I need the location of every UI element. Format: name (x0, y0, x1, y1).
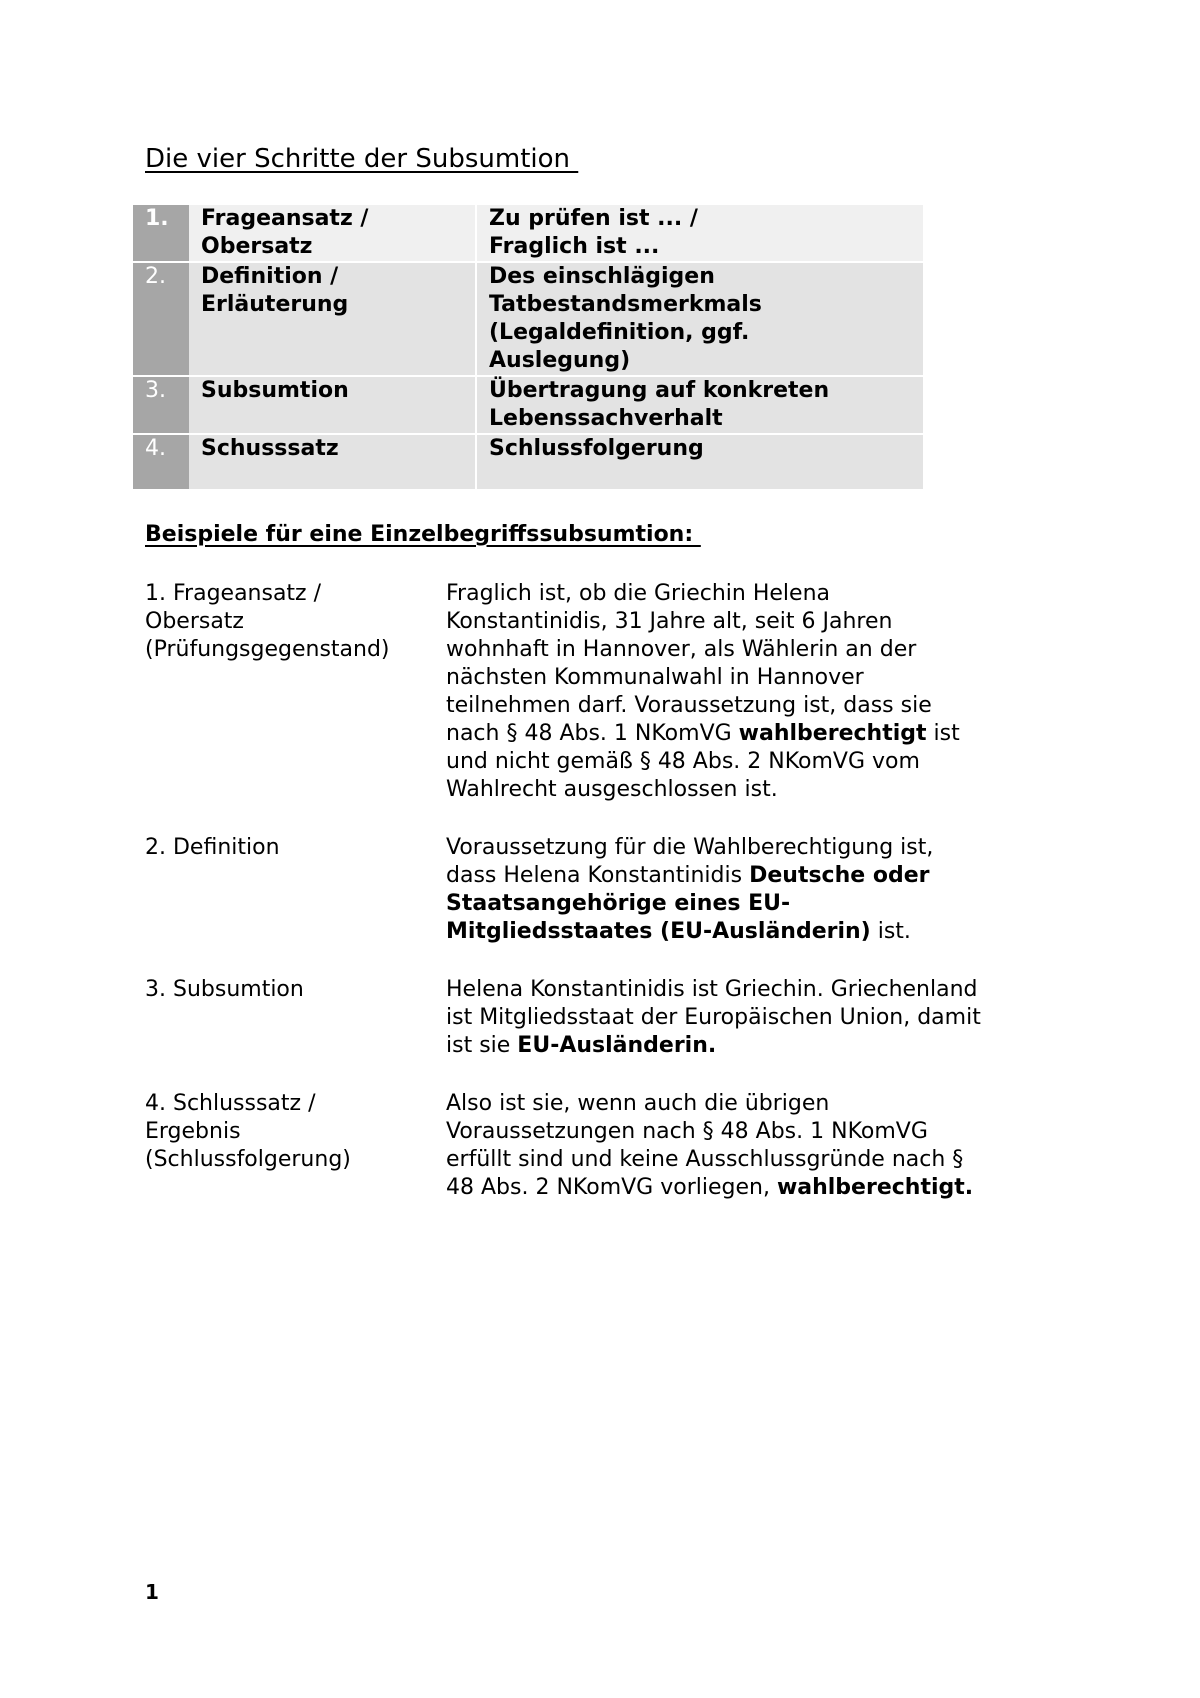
step-label (189, 434, 476, 490)
example-text-line: und nicht gemäß § 48 Abs. 2 NKomVG vom (446, 749, 920, 774)
text-span: ist sie (446, 1033, 518, 1058)
emphasis-text: Staatsangehörige eines EU- (446, 891, 791, 916)
example-label-line: 3. Subsumtion (145, 977, 304, 1002)
example-text-line: nächsten Kommunalwahl in Hannover (446, 665, 864, 690)
example-text-line (446, 1032, 1046, 1060)
example-text-line (446, 918, 1046, 946)
example-label (145, 834, 435, 862)
text-span: ist (926, 721, 960, 746)
example-label-line: 4. Schlusssatz / (145, 1091, 316, 1116)
step-label-line: Schusssatz (201, 436, 339, 461)
example-text-line: Fraglich ist, ob die Griechin Helena (446, 581, 830, 606)
step-label-line: Frageansatz / (201, 206, 369, 231)
step-label-line: Definition / (201, 264, 339, 289)
step-description-line: Schlussfolgerung (489, 436, 704, 461)
example-text-line: Wahlrecht ausgeschlossen ist. (446, 777, 778, 802)
examples-heading: Beispiele für eine Einzelbegriffssubsumtion: (145, 522, 701, 547)
example-text-line (446, 1174, 1046, 1202)
example-text-line: Voraussetzungen nach § 48 Abs. 1 NKomVG (446, 1119, 928, 1144)
step-label-line: Erläuterung (201, 292, 349, 317)
example-text-line: wohnhaft in Hannover, als Wählerin an der (446, 637, 917, 662)
step-description-line: Tatbestandsmerkmals (489, 292, 762, 317)
text-span: 48 Abs. 2 NKomVG vorliegen, (446, 1175, 777, 1200)
page-number: 1 (145, 1580, 159, 1604)
emphasis-wahlberechtigt: wahlberechtigt. (776, 1175, 974, 1200)
step-description (476, 262, 923, 376)
example-text-line (446, 862, 1046, 890)
step-description-line: Zu prüfen ist ... / (489, 206, 698, 231)
step-number: 4. (133, 434, 189, 490)
step-description (476, 205, 923, 262)
emphasis-text: Mitgliedsstaates (EU-Ausländerin) (446, 919, 871, 944)
step-description (476, 376, 923, 434)
step-label (189, 262, 476, 376)
example-text (446, 580, 1046, 804)
example-text-line: teilnehmen darf. Voraussetzung ist, dass sie (446, 693, 932, 718)
example-text (446, 1090, 1046, 1202)
step-number: 1. (133, 205, 189, 262)
emphasis-text: EU-Ausländerin. (517, 1033, 717, 1058)
example-label-line: Ergebnis (145, 1119, 241, 1144)
text-span: nach § 48 Abs. 1 NKomVG (446, 721, 739, 746)
example-label-line: (Schlussfolgerung) (145, 1147, 351, 1172)
table-row (133, 434, 923, 490)
example-text-line: Konstantinidis, 31 Jahre alt, seit 6 Jahren (446, 609, 893, 634)
example-text-line: Also ist sie, wenn auch die übrigen (446, 1091, 830, 1116)
step-description-line: Lebenssachverhalt (489, 406, 723, 431)
table-row (133, 205, 923, 262)
example-text-line: Voraussetzung für die Wahlberechtigung ist, (446, 835, 934, 860)
example-text-line: erfüllt sind und keine Ausschlussgründe nach § (446, 1147, 964, 1172)
step-description-line: Fraglich ist ... (489, 234, 660, 259)
example-text (446, 976, 1046, 1060)
table-row (133, 376, 923, 434)
step-label (189, 205, 476, 262)
page-title: Die vier Schritte der Subsumtion (145, 144, 579, 174)
step-label-line: Subsumtion (201, 378, 349, 403)
step-number: 2. (133, 262, 189, 376)
step-description-line: (Legaldefinition, ggf. (489, 320, 750, 345)
example-label (145, 580, 435, 664)
emphasis-wahlberechtigt: wahlberechtigt (738, 721, 927, 746)
table-row (133, 262, 923, 376)
example-text (446, 834, 1046, 946)
example-text-line: ist Mitgliedsstaat der Europäischen Union, damit (446, 1005, 981, 1030)
subsumtion-steps-table (133, 205, 923, 491)
example-label (145, 1090, 435, 1174)
example-label (145, 976, 435, 1004)
step-description-line: Auslegung) (489, 348, 631, 373)
example-label-line: Obersatz (145, 609, 244, 634)
text-span: dass Helena Konstantinidis (446, 863, 750, 888)
emphasis-text: Deutsche oder (749, 863, 930, 888)
example-label-line: 1. Frageansatz / (145, 581, 322, 606)
step-description-line: Übertragung auf konkreten (489, 378, 830, 403)
step-label-line: Obersatz (201, 234, 313, 259)
step-description-line: Des einschlägigen (489, 264, 715, 289)
example-text-line: Helena Konstantinidis ist Griechin. Griechenland (446, 977, 978, 1002)
example-text-line (446, 720, 1046, 748)
example-label-line: (Prüfungsgegenstand) (145, 637, 390, 662)
step-number: 3. (133, 376, 189, 434)
example-label-line: 2. Definition (145, 835, 280, 860)
text-span: ist. (870, 919, 911, 944)
example-text-line (446, 890, 1046, 918)
step-description (476, 434, 923, 490)
step-label (189, 376, 476, 434)
